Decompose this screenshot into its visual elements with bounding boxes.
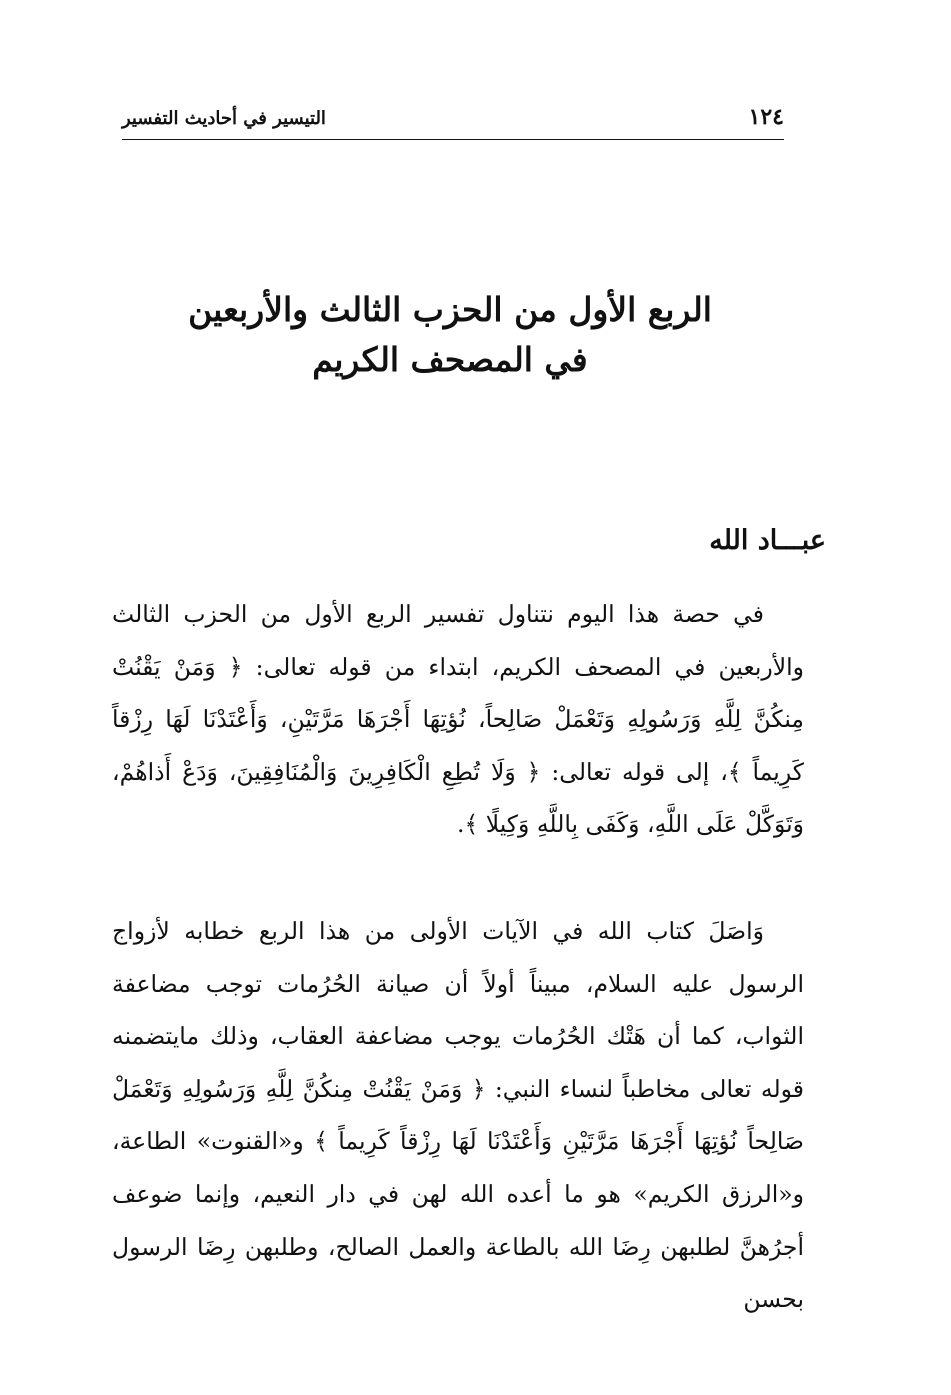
book-title: التيسير في أحاديث التفسير — [122, 108, 326, 129]
section-heading — [160, 285, 740, 385]
section-heading-line-2: في المصحف الكريم — [312, 340, 588, 379]
paragraph-2 — [112, 905, 804, 1326]
paragraph-1-text: في حصة هذا اليوم نتناول تفسير الربع الأول من الحزب الثالث والأربعين في المصحف الكريم، ابتداء من قوله تعالى: ﴿ وَمَنْ يَقْنُتْ مِنكُنَّ لِلَّهِ وَرَسُولِهِ وَتَعْمَلْ صَالِحاً، نُؤتِهَا أَجْرَهَا مَرَّتَيْنِ، وَأَعْتَدْنَا لَهَا رِزْقاً كَرِيماً ﴾، إلى قوله تعالى: ﴿ وَلَا تُطِعِ الْكَافِرِينَ وَالْمُنَافِقِينَ، وَدَعْ أَذاهُمْ، وَتَوَكَّلْ عَلَى اللَّهِ، وَكَفَى بِاللَّهِ وَكِيلًا ﴾. — [112, 600, 804, 839]
header-rule — [122, 139, 784, 140]
paragraph-2-text: وَاصَلَ كتاب الله في الآيات الأولى من هذا الربع خطابه لأزواج الرسول عليه السلام، مبيناً أولاً أن صيانة الحُرُمات توجب مضاعفة الثواب، كما أن هَتْك الحُرُمات يوجب مضاعفة العقاب، وذلك مايتضمنه قوله تعالى مخاطباً لنساء النبي: ﴿ وَمَنْ يَقْنُتْ مِنكُنَّ لِلَّهِ وَرَسُولِهِ وَتَعْمَلْ صَالِحاً نُؤتِهَا أَجْرَهَا مَرَّتَيْنِ وَأَعْتَدْنَا لَهَا رِزْقاً كَرِيماً ﴾ و«القنوت» الطاعة، و«الرزق الكريم» هو ما أعده الله لهن في دار النعيم، وإنما ضوعف أجرُهنَّ لطلبهن رِضَا الله بالطاعة والعمل الصالح، وطلبهن رِضَا الرسول بحسن — [112, 917, 804, 1314]
paragraph-1 — [112, 588, 804, 851]
page-number: ١٢٤ — [748, 104, 784, 130]
running-header — [122, 100, 784, 140]
section-heading-line-1: الربع الأول من الحزب الثالث والأربعين — [188, 290, 712, 329]
address-line: عبـــاد الله — [709, 525, 826, 556]
